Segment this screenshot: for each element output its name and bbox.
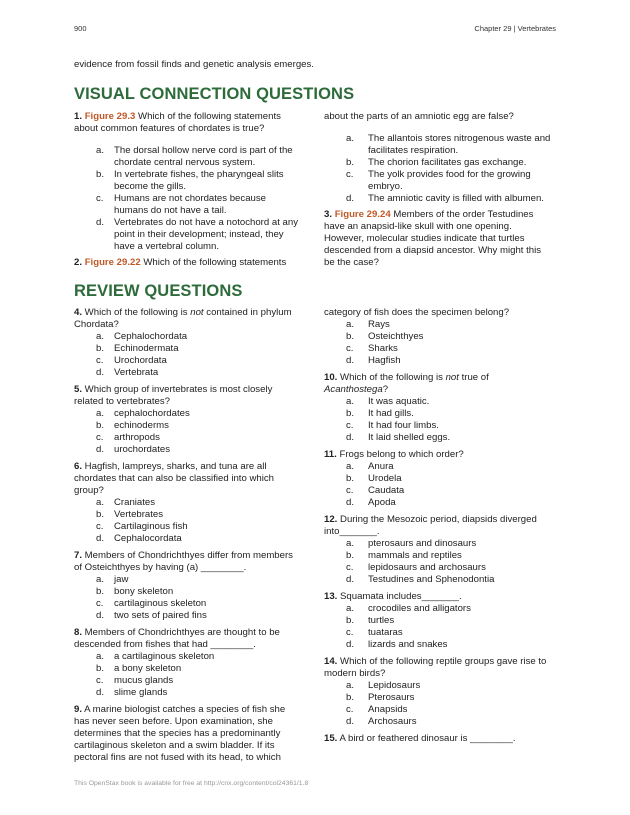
list-item: a. crocodiles and alligators	[346, 603, 471, 614]
list-item: c. The yolk provides food for the growing embryo.	[346, 169, 531, 192]
visual-right-column	[324, 111, 554, 269]
question-2: 2. Figure 29.22 Which of the following statements	[74, 257, 287, 268]
list-item: c. Caudata	[346, 485, 405, 496]
question-10-options	[324, 396, 554, 444]
list-item: d. two sets of paired fins	[96, 610, 207, 621]
list-item: d. lizards and snakes	[346, 639, 448, 650]
list-item: d. Testudines and Sphenodontia	[346, 574, 495, 585]
intro-text: evidence from fossil finds and genetic analysis emerges.	[74, 59, 314, 70]
list-item: c. It had four limbs.	[346, 420, 439, 431]
question-1-options	[74, 145, 300, 253]
question-2-options	[324, 133, 554, 205]
review-left-column	[74, 307, 302, 764]
list-item: b. Echinodermata	[96, 343, 179, 354]
list-item: b. mammals and reptiles	[346, 550, 462, 561]
list-item: b. Osteichthyes	[346, 331, 424, 342]
question-13: 13. Squamata includes_______.	[324, 591, 462, 602]
question-13-options	[324, 603, 554, 651]
figure-link[interactable]: Figure 29.22	[84, 257, 141, 268]
list-item: c. Cartilaginous fish	[96, 521, 188, 532]
visual-section-title: VISUAL CONNECTION QUESTIONS	[74, 85, 355, 103]
question-14: 14. Which of the following reptile groups gave rise to modern birds?	[324, 656, 547, 679]
question-4-options	[74, 331, 302, 379]
list-item: a. Lepidosaurs	[346, 680, 421, 691]
question-11-options	[324, 461, 554, 509]
list-item: a. The dorsal hollow nerve cord is part of the chordate central nervous system.	[96, 145, 293, 168]
list-item: a. cephalochordates	[96, 408, 190, 419]
review-section-title: REVIEW QUESTIONS	[74, 282, 243, 300]
question-8-options	[74, 651, 302, 699]
list-item: c. Urochordata	[96, 355, 167, 366]
question-5-options	[74, 408, 302, 456]
list-item: d. Apoda	[346, 497, 396, 508]
question-3: 3. Figure 29.24 Members of the order Testudines have an anapsid-like skull with one opening. However, molecular studies indicate that turtles descended from a diapsid ancestor. Why might this be the case?	[324, 209, 542, 268]
list-item: b. It had gills.	[346, 408, 414, 419]
question-5: 5. Which group of invertebrates is most closely related to vertebrates?	[74, 384, 273, 407]
list-item: d. Hagfish	[346, 355, 401, 366]
list-item: a. The allantois stores nitrogenous waste and facilitates respiration.	[346, 133, 551, 156]
question-4: 4. Which of the following is not contained in phylum Chordata?	[74, 307, 292, 330]
page-header	[74, 24, 556, 38]
list-item: b. turtles	[346, 615, 395, 626]
list-item: a. It was aquatic.	[346, 396, 430, 407]
list-item: a. Anura	[346, 461, 394, 472]
list-item: b. Pterosaurs	[346, 692, 415, 703]
list-item: a. jaw	[96, 574, 129, 585]
question-7-options	[74, 574, 302, 622]
question-1: 1. Figure 29.3 Which of the following statements about common features of chordates is true?	[74, 111, 281, 134]
question-7: 7. Members of Chondrichthyes differ from members of Osteichthyes by having (a) ________.	[74, 550, 293, 573]
list-item: a. pterosaurs and dinosaurs	[346, 538, 477, 549]
list-item: b. Vertebrates	[96, 509, 164, 520]
list-item: a. Rays	[346, 319, 390, 330]
figure-link[interactable]: Figure 29.3	[84, 111, 136, 122]
question-9-continued: category of fish does the specimen belong?	[324, 307, 510, 318]
list-item: c. mucus glands	[96, 675, 174, 686]
list-item: d. slime glands	[96, 687, 168, 698]
list-item: c. tuataras	[346, 627, 403, 638]
list-item: d. Cephalocordata	[96, 533, 182, 544]
question-15: 15. A bird or feathered dinosaur is ________.	[324, 733, 516, 744]
list-item: b. In vertebrate fishes, the pharyngeal slits become the gills.	[96, 169, 284, 192]
list-item: c. arthropods	[96, 432, 160, 443]
list-item: b. The chorion facilitates gas exchange.	[346, 157, 527, 168]
question-9: 9. A marine biologist catches a species of fish she has never seen before. Upon examination, she determines that the species has a predominantly cartilaginous skeleton and a swim bladder. If its pectoral fins are not fused with its head, to which	[74, 704, 286, 763]
page-footer: This OpenStax book is available for free at http://cnx.org/content/col24361/1.8	[74, 780, 309, 787]
page-number: 900	[74, 24, 87, 33]
list-item: b. Urodela	[346, 473, 402, 484]
list-item: c. lepidosaurs and archosaurs	[346, 562, 486, 573]
question-6-options	[74, 497, 302, 545]
question-14-options	[324, 680, 554, 728]
question-12-options	[324, 538, 554, 586]
list-item: c. Sharks	[346, 343, 398, 354]
review-right-column	[324, 307, 554, 745]
list-item: d. Vertebrates do not have a notochord at any point in their development; instead, they have a vertebral column.	[96, 217, 299, 252]
question-12: 12. During the Mesozoic period, diapsids diverged into_______.	[324, 514, 537, 537]
question-2-continued: about the parts of an amniotic egg are false?	[324, 111, 514, 122]
question-9-options	[324, 319, 554, 367]
list-item: c. cartilaginous skeleton	[96, 598, 207, 609]
list-item: b. a bony skeleton	[96, 663, 182, 674]
chapter-title: Chapter 29 | Vertebrates	[474, 24, 556, 33]
question-6: 6. Hagfish, lampreys, sharks, and tuna are all chordates that can also be classified into which group?	[74, 461, 274, 496]
list-item: c. Anapsids	[346, 704, 408, 715]
list-item: b. echinoderms	[96, 420, 169, 431]
list-item: c. Humans are not chordates because humans do not have a tail.	[96, 193, 266, 216]
list-item: d. Archosaurs	[346, 716, 417, 727]
list-item: a. a cartilaginous skeleton	[96, 651, 215, 662]
list-item: a. Cephalochordata	[96, 331, 188, 342]
list-item: b. bony skeleton	[96, 586, 174, 597]
figure-link[interactable]: Figure 29.24	[334, 209, 391, 220]
list-item: d. Vertebrata	[96, 367, 159, 378]
question-8: 8. Members of Chondrichthyes are thought to be descended from fishes that had ________.	[74, 627, 280, 650]
list-item: a. Craniates	[96, 497, 156, 508]
question-11: 11. Frogs belong to which order?	[324, 449, 464, 460]
visual-left-column	[74, 111, 300, 269]
question-10: 10. Which of the following is not true of Acanthostega?	[324, 372, 489, 395]
list-item: d. urochordates	[96, 444, 170, 455]
list-item: d. It laid shelled eggs.	[346, 432, 451, 443]
list-item: d. The amniotic cavity is filled with albumen.	[346, 193, 544, 204]
